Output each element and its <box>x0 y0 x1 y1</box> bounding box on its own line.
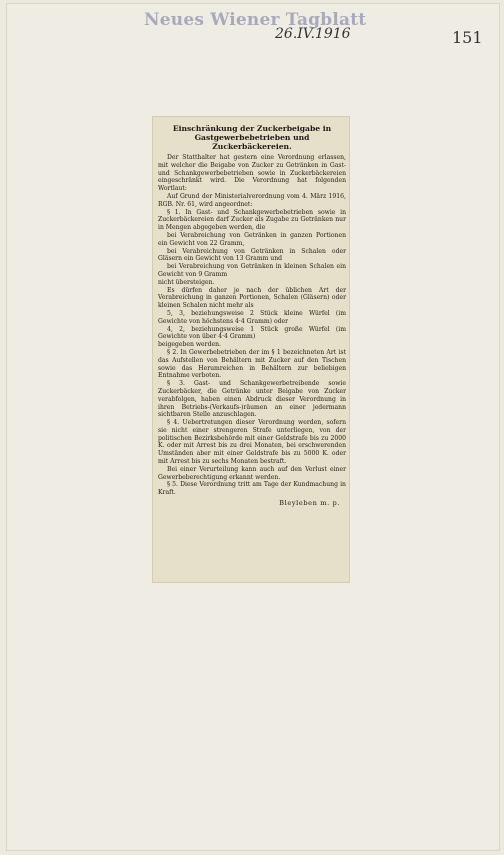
handwritten-date: 26.IV.1916 <box>275 26 351 42</box>
article-paragraph-section-2: § 2. In Gewerbebetrieben der im § 1 bezeichneten Art ist das Aufstellen von Behältern mit Zucker auf den Tischen sowie das Herumreichen in Behältern zur beliebigen Entnahme verboten. <box>158 348 346 380</box>
article-signature: Bleyleben m. p. <box>279 499 340 508</box>
article-paragraph-intro: Der Statthalter hat gestern eine Verordnung erlassen, mit welcher die Beigabe von Zucker zu Getränken in Gast- und Schankgewerbebetrieben sowie in Zuckerbäckereien eingeschränkt wird. Die Verordnung hat folgenden Wortlaut: <box>158 154 346 193</box>
newspaper-stamp: Neues Wiener Tagblatt <box>144 10 367 30</box>
article-paragraph-section-4: § 4. Uebertretungen dieser Verordnung werden, sofern sie nicht einer strengeren Strafe unterliegen, von der politischen Bezirksbehörde mit einer Geldstrafe bis zu 2000 K. oder mit Arrest bis zu drei Monaten, bei erschwerenden Umständen aber mit einer Geldstrafe bis zu 5000 K. oder mit Arrest bis zu sechs Monaten bestraft. <box>158 419 346 466</box>
article-paragraph-small-cubes: 5, 3, beziehungsweise 2 Stück kleine Würfel (im Gewichte von höchstens 4·4 Gramm) oder <box>158 309 346 325</box>
article-paragraph-portion-cups: bei Verabreichung von Getränken in Schalen oder Gläsern ein Gewicht von 13 Gramm und <box>158 247 346 263</box>
article-paragraph-section-1: § 1. In Gast- und Schankgewerbebetrieben sowie in Zuckerbäckereien darf Zucker als Zugabe zu Getränken nur in Mengen abgegeben werden, die <box>158 208 346 232</box>
article-paragraph-section-5: § 5. Diese Verordnung tritt am Tage der Kundmachung in Kraft. <box>158 481 346 497</box>
article-paragraph-serving-rule: Es dürfen daher je nach der üblichen Art der Verabreichung in ganzen Portionen, Schalen (Gläsern) oder kleinen Schalen nicht mehr als <box>158 286 346 310</box>
article-headline: Einschränkung der Zuckerbeigabe in Gastgewerbebetrieben und Zuckerbäckereien. <box>172 124 332 151</box>
article-paragraph-portion-small: bei Verabreichung von Getränken in kleinen Schalen ein Gewicht von 9 Gramm <box>158 263 346 278</box>
archive-sheet <box>6 3 500 851</box>
article-paragraph-license: Bei einer Verurteilung kann auch auf den Verlust einer Gewerbeberechtigung erkannt werden. <box>158 465 346 481</box>
newspaper-clipping <box>153 117 349 582</box>
article-paragraph-basis: Auf Grund der Ministerialverordnung vom 4. März 1916, RGB. Nr. 61, wird angeordnet: <box>158 192 346 208</box>
article-paragraph-not-exceed: nicht übersteigen. <box>158 278 215 286</box>
article-paragraph-portion-whole: bei Verabreichung von Getränken in ganzen Portionen ein Gewicht von 22 Gramm, <box>158 231 346 247</box>
article-paragraph-given: beigegeben werden. <box>158 341 221 349</box>
page-number: 151 <box>452 28 483 47</box>
article-paragraph-large-cubes: 4, 2, beziehungsweise 1 Stück große Würfel (im Gewichte von über 4·4 Gramm) <box>158 325 346 341</box>
article-paragraph-section-3: § 3. Gast- und Schankgewerbetreibende sowie Zuckerbäcker, die Getränke unter Beigabe von Zucker verabfolgen, haben einen Abdruck dieser Verordnung in ihren Betriebs-(Verkaufs-)räumen an einer jedermann sichtbaren Stelle anzuschlagen. <box>158 380 346 419</box>
